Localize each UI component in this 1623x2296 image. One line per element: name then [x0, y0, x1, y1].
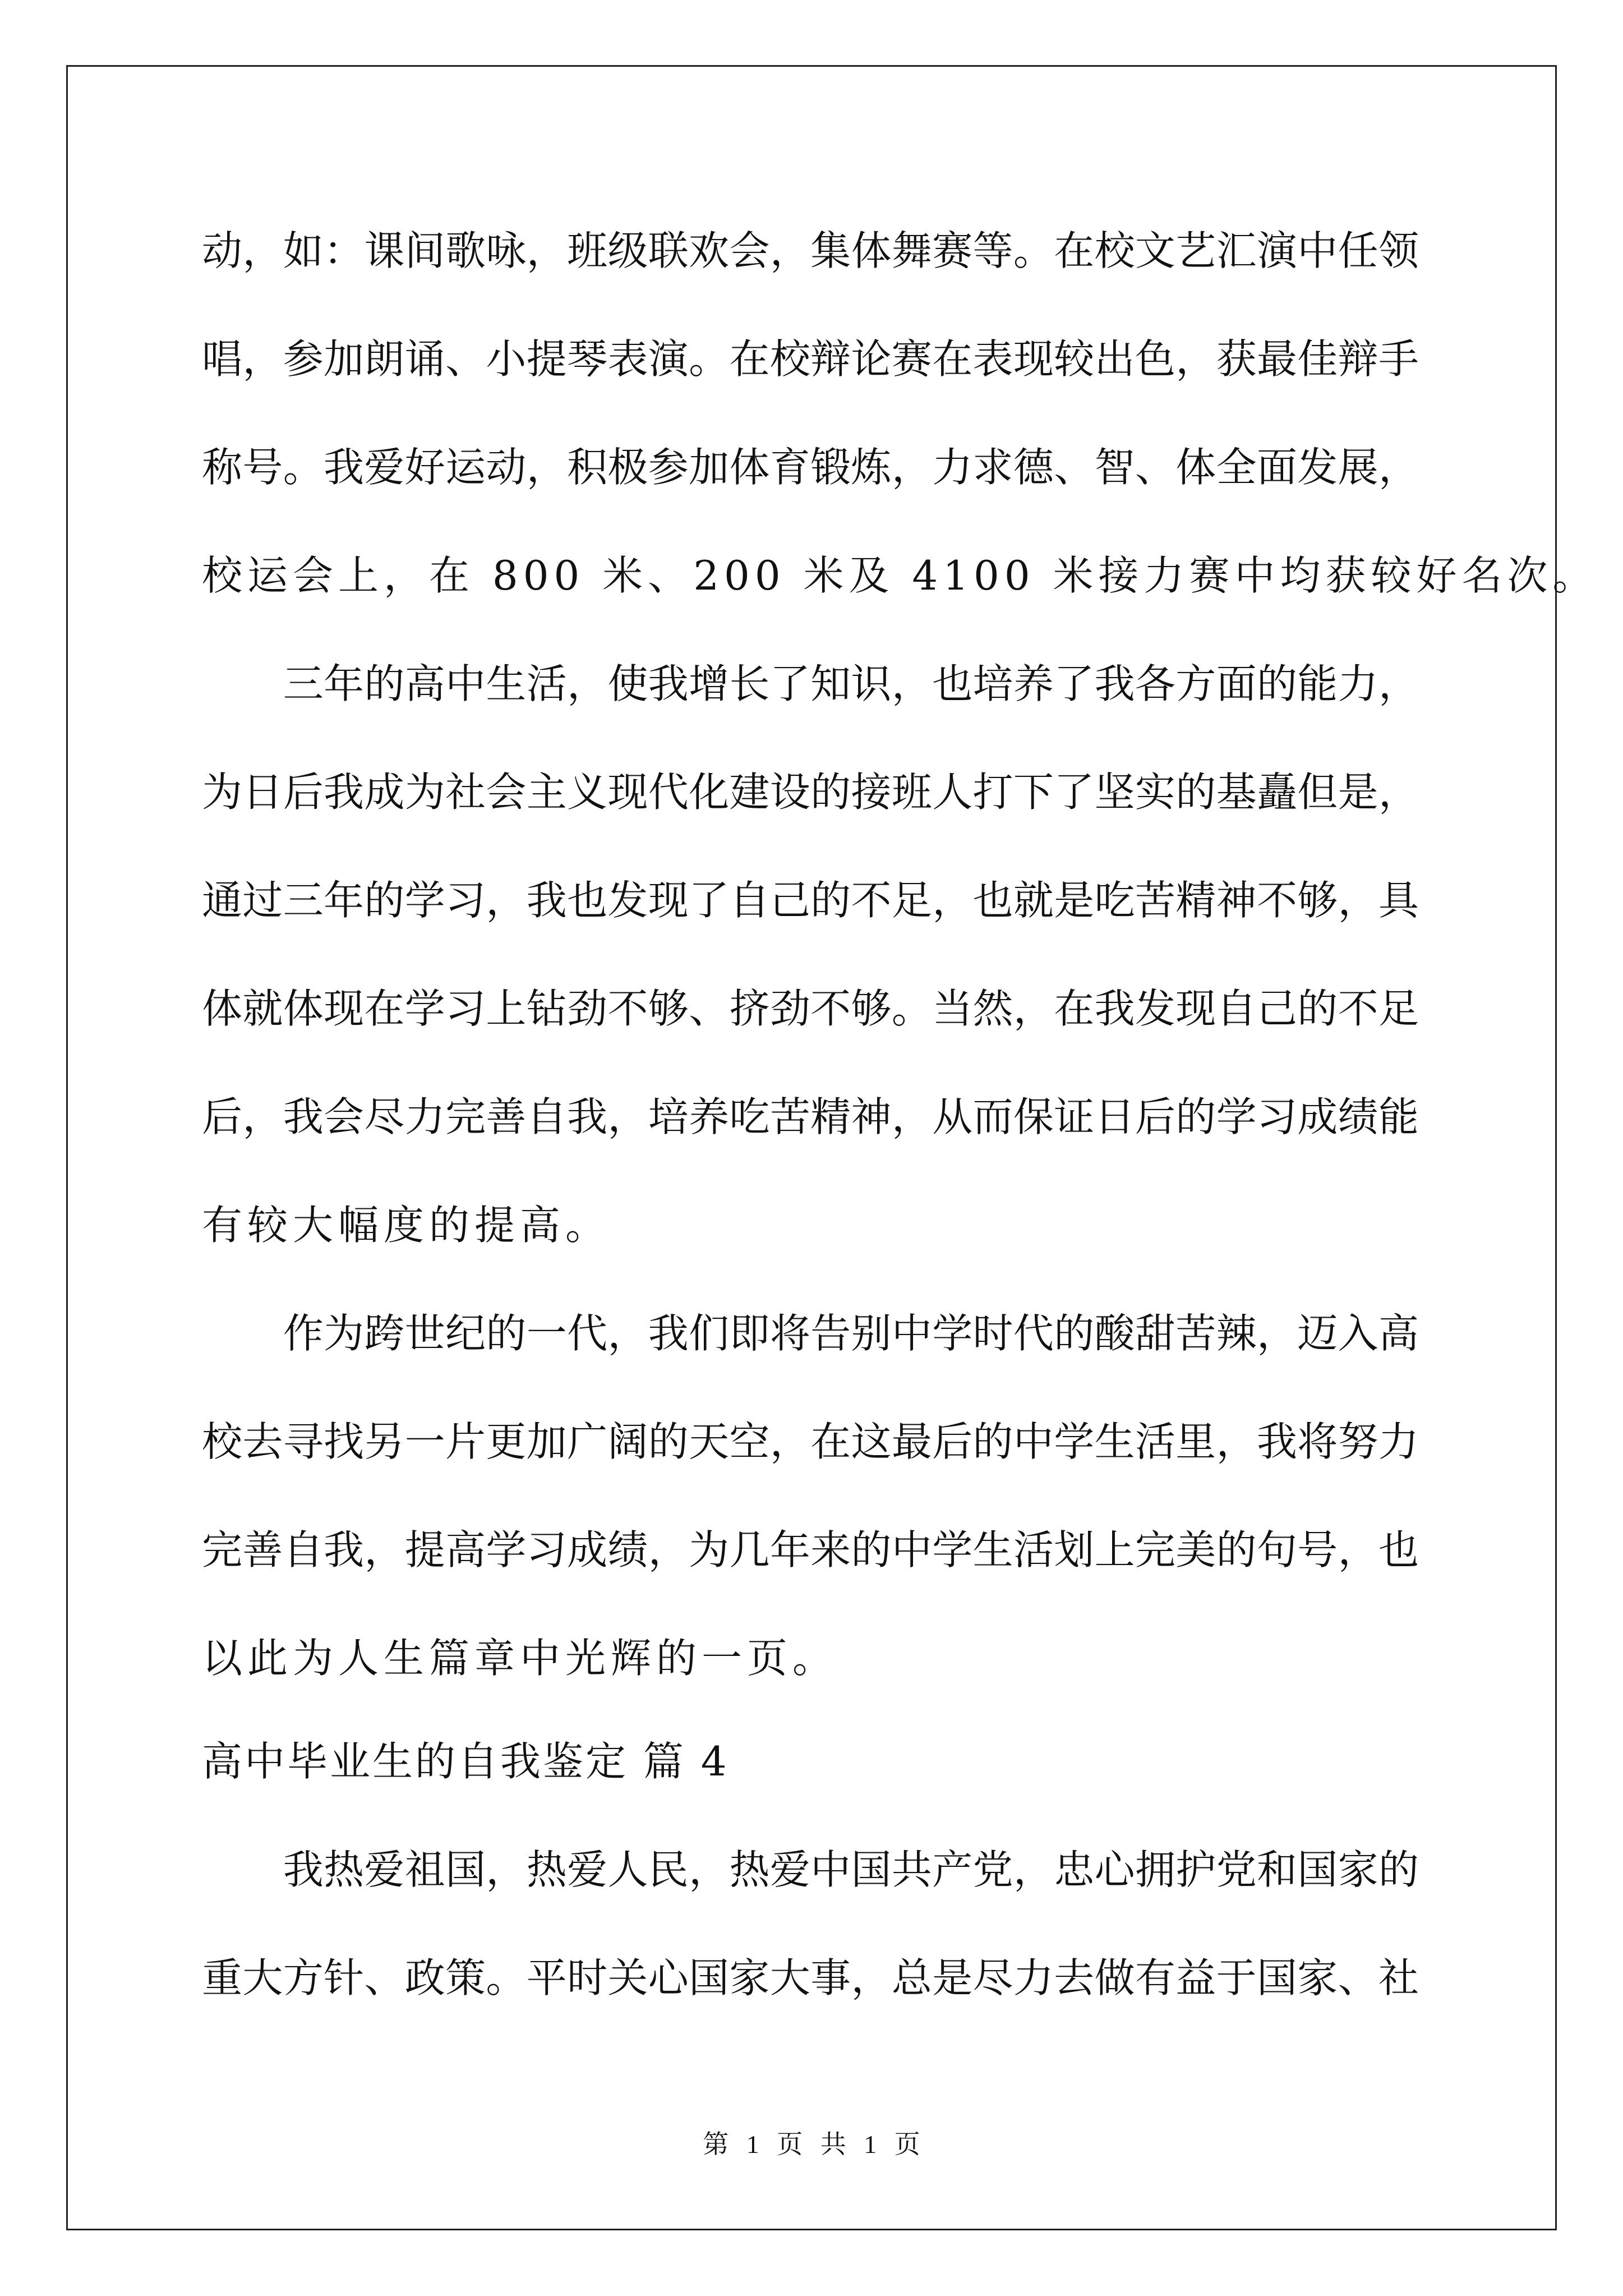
text-line: 以此为人生篇章中光辉的一页。	[202, 1635, 838, 1682]
page-border	[66, 65, 1598, 2230]
text-line: 通过三年的学习，我也发现了自己的不足，也就是吃苦精神不够，具	[202, 877, 1419, 924]
text-line: 有较大幅度的提高。	[202, 1202, 611, 1249]
text-line: 完善自我，提高学习成绩，为几年来的中学生活划上完美的句号，也	[202, 1526, 1419, 1573]
text-line: 动，如：课间歌咏，班级联欢会，集体舞赛等。在校文艺汇演中任领	[202, 227, 1419, 274]
text-line: 称号。我爱好运动，积极参加体育锻炼，力求德、智、体全面发展，	[202, 444, 1419, 491]
text-line: 校去寻找另一片更加广阔的天空，在这最后的中学生活里，我将努力	[202, 1418, 1419, 1465]
paragraph-start-line: 三年的高中生活，使我增长了知识，也培养了我各方面的能力，	[202, 660, 1419, 707]
text-line: 后，我会尽力完善自我，培养吃苦精神，从而保证日后的学习成绩能	[202, 1093, 1419, 1140]
text-line: 校运会上，在 800 米、200 米及 4100 米接力赛中均获较好名次。	[202, 552, 1598, 599]
text-line: 重大方针、政策。平时关心国家大事，总是尽力去做有益于国家、社	[202, 1954, 1419, 2001]
text-line: 体就体现在学习上钻劲不够、挤劲不够。当然，在我发现自己的不足	[202, 985, 1419, 1032]
text-line: 唱，参加朗诵、小提琴表演。在校辩论赛在表现较出色，获最佳辩手	[202, 335, 1419, 383]
section-heading: 高中毕业生的自我鉴定 篇 4	[202, 1738, 729, 1785]
paragraph-start-line: 我热爱祖国，热爱人民，热爱中国共产党，忠心拥护党和国家的	[202, 1846, 1419, 1893]
page-footer: 第 1 页 共 1 页	[703, 2130, 920, 2159]
paragraph-start-line: 作为跨世纪的一代，我们即将告别中学时代的酸甜苦辣，迈入高	[202, 1310, 1419, 1357]
text-line: 为日后我成为社会主义现代化建设的接班人打下了坚实的基矗但是，	[202, 769, 1419, 816]
